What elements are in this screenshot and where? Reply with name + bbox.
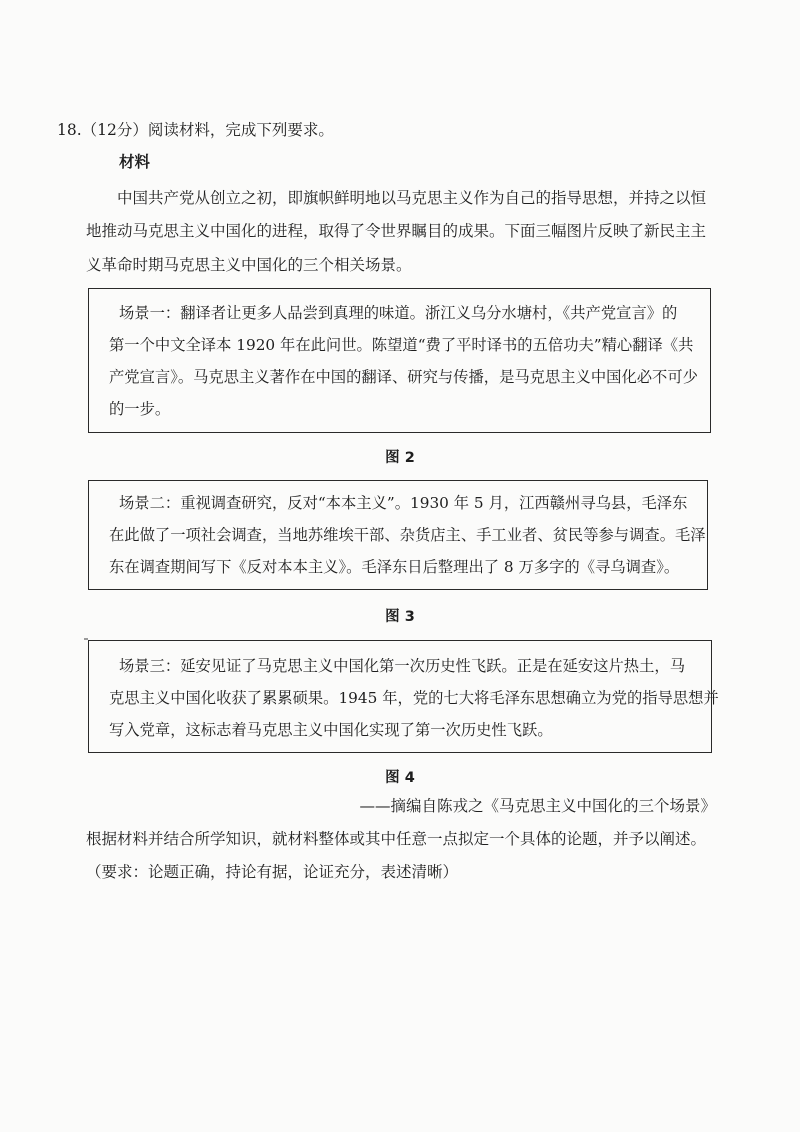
requirements-text: （要求：论题正确，持论有据，论证充分，表述清晰） [86, 863, 459, 881]
question-number: 18. [57, 121, 82, 139]
scene-1-line: 的一步。 [109, 400, 171, 418]
task-text: 根据材料并结合所学知识，就材料整体或其中任意一点拟定一个具体的论题，并予以阐述。 [86, 830, 707, 848]
intro-line: 义革命时期马克思主义中国化的三个相关场景。 [86, 256, 412, 274]
material-label: 材料 [119, 153, 151, 171]
figure-2-caption: 图 2 [385, 450, 415, 466]
figure-3-caption: 图 3 [385, 609, 415, 625]
scene-box-2 [88, 480, 708, 590]
scene-box-3 [88, 640, 719, 753]
scene-3-line: 场景三：延安见证了马克思主义中国化第一次历史性飞跃。正是在延安这片热土，马 [119, 657, 685, 675]
figure-4-caption: 图 4 [385, 770, 415, 786]
intro-line: 地推动马克思主义中国化的进程，取得了令世界瞩目的成果。下面三幅图片反映了新民主主 [86, 222, 707, 240]
intro-line: 中国共产党从创立之初，即旗帜鲜明地以马克思主义作为自己的指导思想，并持之以恒 [117, 189, 707, 207]
scene-box-1 [88, 288, 711, 433]
scene-1-line: 场景一：翻译者让更多人品尝到真理的味道。浙江义乌分水塘村，《共产党宣言》的 [119, 304, 678, 322]
scene-2-line: 东在调查期间写下《反对本本主义》。毛泽东日后整理出了 8 万多字的《寻乌调查》。 [109, 558, 680, 576]
scene-2-line: 在此做了一项社会调查，当地苏维埃干部、杂货店主、手工业者、贫民等参与调查。毛泽 [109, 526, 706, 544]
scene-3-line: 写入党章，这标志着马克思主义中国化实现了第一次历史性飞跃。 [109, 721, 553, 739]
scene-1-line: 第一个中文全译本 1920 年在此问世。陈望道“费了平时译书的五倍功夫”精心翻译《共 [109, 336, 694, 354]
source-attribution: ——摘编自陈戎之《马克思主义中国化的三个场景》 [359, 797, 716, 815]
question-points: （12分） [81, 121, 148, 139]
question-header [57, 120, 334, 140]
scene-1-line: 产党宣言》。马克思主义著作在中国的翻译、研究与传播，是马克思主义中国化必不可少 [109, 368, 698, 386]
scene-3-line: 克思主义中国化收获了累累硕果。1945 年，党的七大将毛泽东思想确立为党的指导思想并 [109, 689, 719, 707]
scene-2-line: 场景二：重视调查研究，反对“本本主义”。1930 年 5 月，江西赣州寻乌县，毛泽东 [119, 494, 688, 512]
question-instruction: 阅读材料，完成下列要求。 [147, 121, 334, 139]
